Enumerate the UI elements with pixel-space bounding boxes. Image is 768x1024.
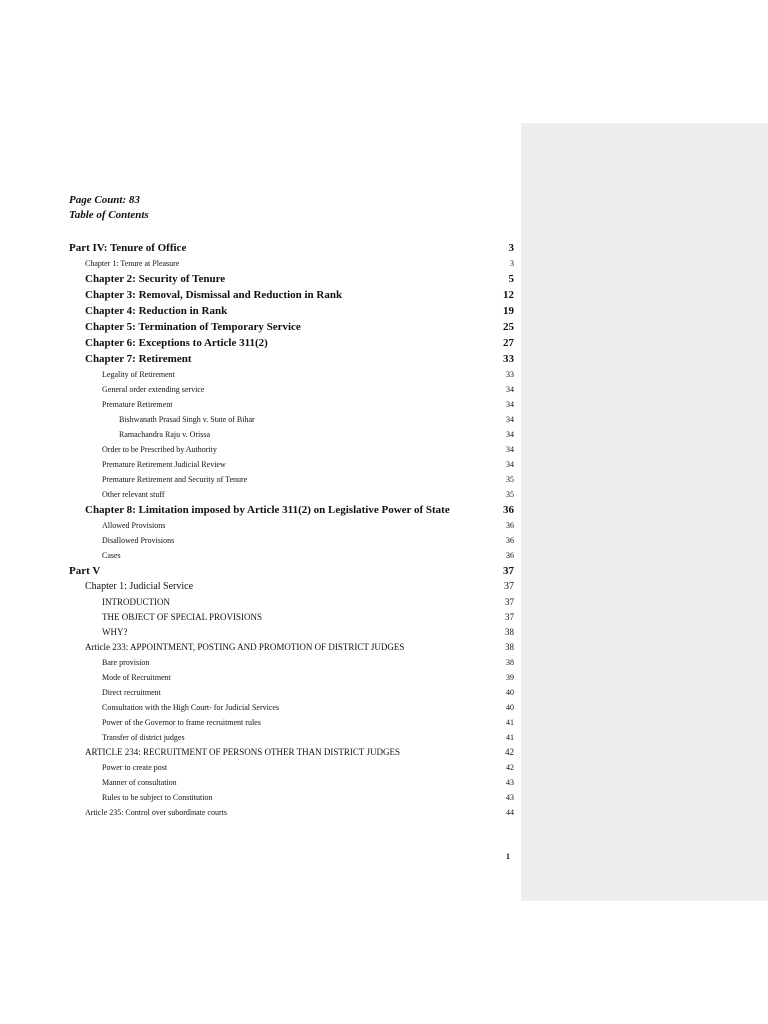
toc-entry[interactable]: Power of the Governor to frame recruitment rules 41 [102,718,514,727]
toc-entry[interactable]: Chapter 5: Termination of Temporary Service 25 [85,321,514,333]
toc-entry[interactable]: Legality of Retirement 33 [102,370,514,379]
toc-entry[interactable]: Part V 37 [69,565,514,577]
toc-entry[interactable]: Chapter 1: Tenure at Pleasure 3 [85,259,514,268]
toc-entry[interactable]: General order extending service 34 [102,385,514,394]
toc-entry[interactable]: INTRODUCTION 37 [102,597,514,607]
toc-entry[interactable]: Chapter 6: Exceptions to Article 311(2) 27 [85,337,514,349]
comment-pane [521,123,768,901]
toc-entry[interactable]: Allowed Provisions 36 [102,521,514,530]
toc-entry[interactable]: Rules to be subject to Constitution 43 [102,793,514,802]
toc-entry[interactable]: Premature Retirement and Security of Tenure 35 [102,475,514,484]
toc-entry[interactable]: Power to create post 42 [102,763,514,772]
page-header [69,193,149,223]
toc-entry[interactable]: Bare provision 38 [102,658,514,667]
toc-entry[interactable]: Ramachandra Raju v. Orissa 34 [119,430,514,439]
toc-entry[interactable]: Chapter 8: Limitation imposed by Article 311(2) on Legislative Power of State 36 [85,504,514,516]
toc-entry[interactable]: Chapter 1: Judicial Service 37 [85,581,514,592]
toc-entry[interactable]: Article 233: APPOINTMENT, POSTING AND PROMOTION OF DISTRICT JUDGES 38 [85,642,514,652]
toc-entry[interactable]: Premature Retirement Judicial Review 34 [102,460,514,469]
toc-entry[interactable]: Consultation with the High Court- for Judicial Services 40 [102,703,514,712]
toc-title: Table of Contents [69,209,149,221]
toc-entry[interactable]: Disallowed Provisions 36 [102,536,514,545]
toc-entry[interactable]: Chapter 2: Security of Tenure 5 [85,273,514,285]
toc-entry[interactable]: Premature Retirement 34 [102,400,514,409]
toc-entry[interactable]: THE OBJECT OF SPECIAL PROVISIONS 37 [102,612,514,622]
toc-entry[interactable]: Other relevant stuff 35 [102,490,514,499]
page-number: 1 [506,852,510,861]
toc-entry[interactable]: Article 235: Control over subordinate courts 44 [85,808,514,817]
toc-entry[interactable]: Part IV: Tenure of Office 3 [69,242,514,254]
toc-entry[interactable]: Chapter 3: Removal, Dismissal and Reduction in Rank 12 [85,289,514,301]
toc-entry[interactable]: Mode of Recruitment 39 [102,673,514,682]
toc-entry[interactable]: Chapter 4: Reduction in Rank 19 [85,305,514,317]
table-of-contents [69,240,514,820]
toc-entry[interactable]: ARTICLE 234: RECRUITMENT OF PERSONS OTHER THAN DISTRICT JUDGES 42 [85,747,514,757]
page-count: Page Count: 83 [69,194,140,206]
toc-entry[interactable]: WHY? 38 [102,627,514,637]
toc-entry[interactable]: Cases 36 [102,551,514,560]
toc-entry[interactable]: Order to be Prescribed by Authority 34 [102,445,514,454]
toc-entry[interactable]: Manner of consultation 43 [102,778,514,787]
toc-entry[interactable]: Direct recruitment 40 [102,688,514,697]
toc-entry[interactable]: Bishwanath Prasad Singh v. State of Bihar 34 [119,415,514,424]
toc-entry[interactable]: Chapter 7: Retirement 33 [85,353,514,365]
toc-entry[interactable]: Transfer of district judges 41 [102,733,514,742]
